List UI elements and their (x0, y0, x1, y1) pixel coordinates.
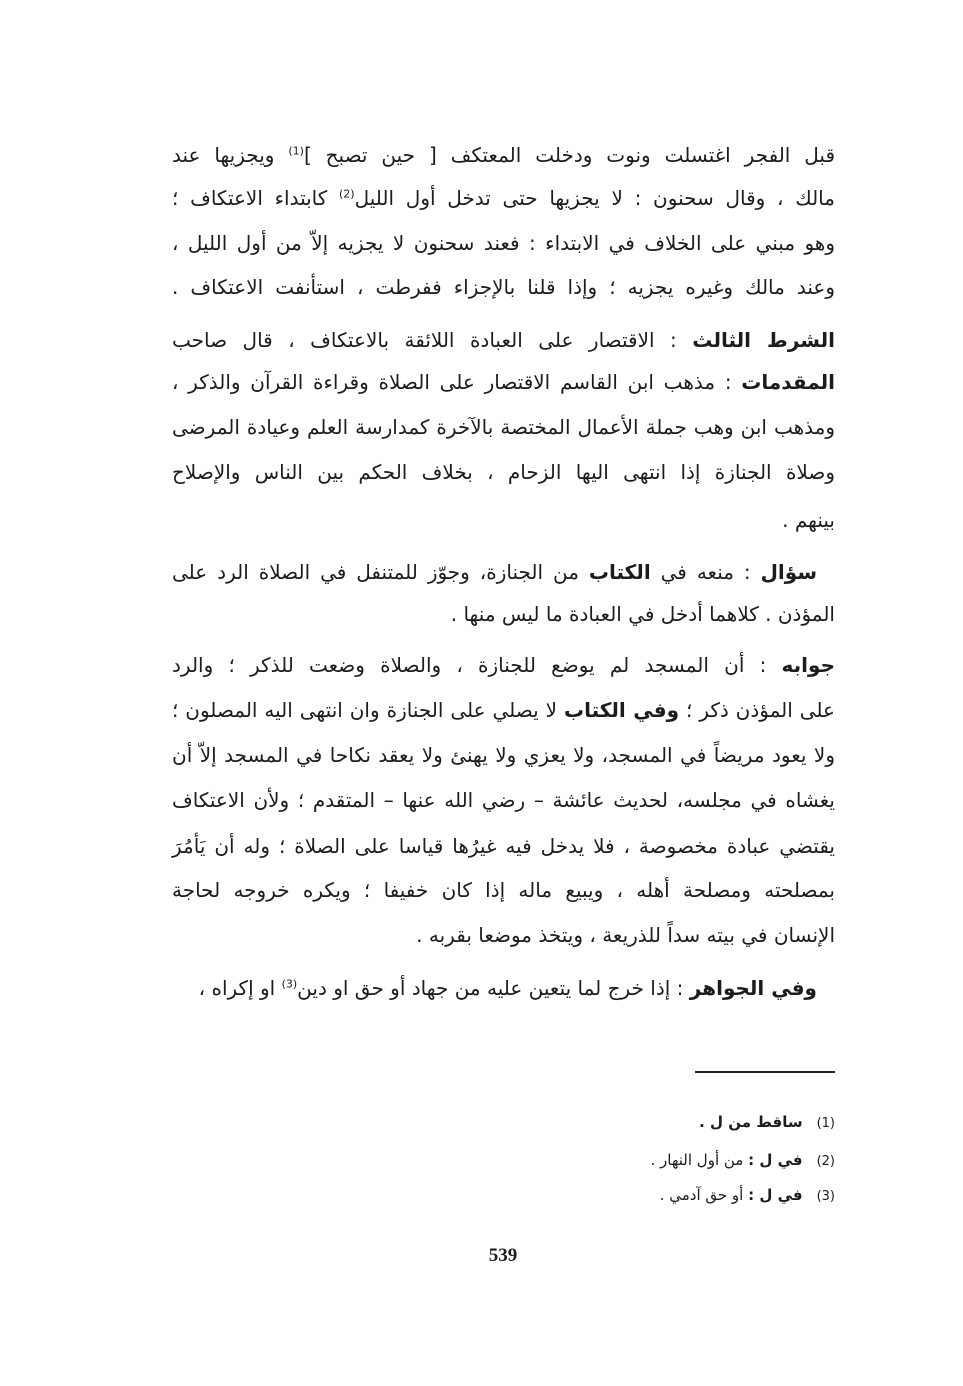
footnote-text: من أول النهار . (650, 1151, 749, 1169)
bold-term: سؤال (760, 560, 817, 584)
text-segment: بينهم . (782, 508, 835, 532)
text-line (172, 690, 835, 730)
footnote-label: (2) (816, 1154, 835, 1169)
text-segment: وهو مبني على الخلاف في الابتداء : فعند سحنون لا يجزيه إلاّ من أول الليل ، (172, 231, 835, 255)
text-segment: المؤذن . كلاهما أدخل في العبادة ما ليس منها . (450, 602, 835, 626)
text-segment: : أن المسجد لم يوضع للجنازة ، والصلاة وضعت للذكر ؛ والرد (172, 653, 782, 677)
text-line (172, 594, 835, 634)
text-line (172, 780, 835, 820)
text-segment: لا يصلي على الجنازة وان انتهى اليه المصلون ؛ (172, 698, 564, 722)
text-segment: الإنسان في بيته سداً للذريعة ، ويتخذ موضعا بقربه . (416, 923, 835, 947)
text-segment: وعند مالك وغيره يجزيه ؛ وإذا قلنا بالإجزاء ففرطت ، استأنفت الاعتكاف . (172, 275, 835, 299)
footnote (651, 1145, 836, 1175)
text-segment: وصلاة الجنازة إذا انتهى اليها الزحام ، بخلاف الحكم بين الناس والإصلاح (172, 460, 835, 484)
text-segment: على المؤذن ذكر ؛ (679, 698, 835, 722)
text-segment: ولا يعود مريضاً في المسجد، ولا يعزي ولا يهنئ ولا يعقد نكاحا في المسجد إلاّ أن (172, 743, 835, 767)
footnote-text: في ل : (748, 1151, 803, 1169)
footnote (660, 1180, 835, 1210)
text-line (172, 267, 835, 307)
footnote-ref: (2) (339, 187, 355, 201)
footnote (699, 1107, 835, 1137)
text-line (172, 135, 835, 175)
text-line (172, 915, 835, 955)
text-line (172, 320, 835, 360)
text-segment: : مذهب ابن القاسم الاقتصار على الصلاة وقراءة القرآن والذكر ، (172, 370, 742, 394)
text-segment: ومذهب ابن وهب جملة الأعمال المختصة بالآخرة كمدارسة العلم وعيادة المرضى (172, 415, 835, 439)
text-line (172, 362, 835, 402)
text-segment: يغشاه في مجلسه، لحديث عائشة – رضي الله عنها – المتقدم ؛ ولأن الاعتكاف (172, 788, 835, 812)
text-segment: كابتداء الاعتكاف ؛ (172, 186, 340, 210)
text-segment: يقتضي عبادة مخصوصة ، فلا يدخل فيه غيرُها قياسا على الصلاة ؛ وله أن يَأمُرَ (172, 834, 835, 858)
text-segment: : الاقتصار على العبادة اللائقة بالاعتكاف ، قال صاحب (172, 328, 693, 352)
footnote-text: أو حق آدمي . (659, 1186, 749, 1204)
footnote-text: في ل : (748, 1186, 803, 1204)
text-segment: بمصلحته ومصلحة أهله ، ويبيع ماله إذا كان خفيفا ؛ ويكره خروجه لحاجة (172, 878, 835, 902)
text-line (172, 178, 835, 218)
text-line (172, 407, 835, 447)
page-number: 539 (488, 1245, 518, 1266)
footnote-separator (695, 1071, 835, 1073)
bold-term: جوابه (781, 653, 835, 677)
bold-term: الشرط الثالث (692, 328, 835, 352)
text-segment: : منعه في (650, 560, 761, 584)
text-line (172, 552, 835, 592)
text-line (172, 870, 835, 910)
text-segment: مالك ، وقال سحنون : لا يجزيها حتى تدخل أول الليل (354, 186, 835, 210)
footnote-text: ساقط من ل . (699, 1113, 803, 1131)
text-line (172, 452, 835, 492)
text-line (172, 223, 835, 263)
text-segment: قبل الفجر اغتسلت ونوت ودخلت المعتكف [ حين تصبح ] (303, 143, 836, 167)
text-segment: : إذا خرج لما يتعين عليه من جهاد أو حق او دين (297, 976, 690, 1000)
bold-term: الكتاب (588, 560, 651, 584)
footnote-ref: (3) (281, 977, 298, 991)
bold-term: وفي الكتاب (563, 698, 680, 722)
text-segment: او إكراه ، (198, 976, 282, 1000)
bold-term: وفي الجواهر (689, 976, 817, 1000)
text-line (172, 968, 835, 1008)
footnote-ref: (1) (288, 144, 304, 158)
text-segment: ويجزيها عند (172, 143, 289, 167)
text-line (172, 645, 835, 685)
text-segment: من الجنازة، وجوّز للمتنفل في الصلاة الرد على (172, 560, 589, 584)
footnote-label: (1) (816, 1116, 835, 1131)
text-line (172, 735, 835, 775)
text-line (172, 500, 835, 540)
footnote-label: (3) (816, 1189, 835, 1204)
text-line (172, 826, 835, 866)
bold-term: المقدمات (741, 370, 835, 394)
